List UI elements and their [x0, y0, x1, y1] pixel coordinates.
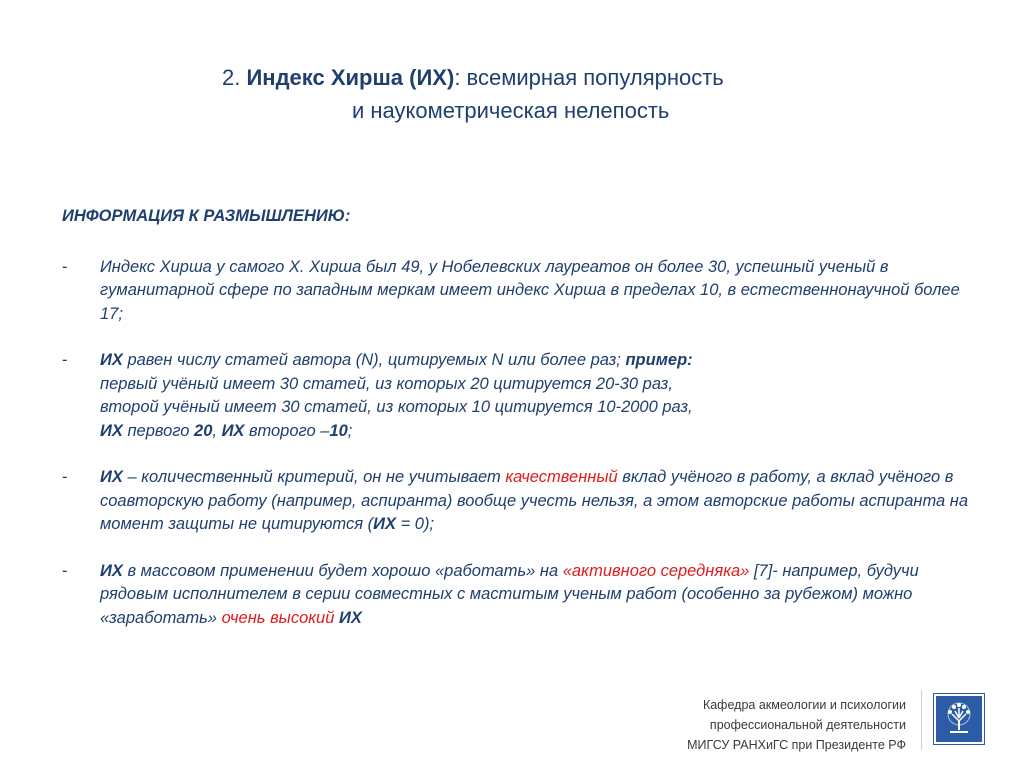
tree-emblem-icon — [934, 694, 984, 744]
bullet-text: = 0); — [395, 515, 435, 533]
footer-line: профессиональной деятельности — [709, 718, 906, 732]
bold-term: ИХ — [100, 421, 123, 440]
bullet-line — [100, 349, 972, 373]
bold-term: ИХ — [373, 515, 396, 533]
section-heading: ИНФОРМАЦИЯ К РАЗМЫШЛЕНИЮ: — [62, 207, 351, 225]
title-rest: : всемирная популярность — [454, 65, 724, 90]
bullet-text: первого — [122, 421, 195, 440]
bullet-text: Индекс Хирша у самого Х. Хирша был 49, у Нобелевских лауреатов он более 30, успешный ученый в гуманитарной сфере по западным меркам имеет индекс Хирша в пределах 10, в естественнонаучной более 17; — [100, 257, 960, 323]
bold-term: 20 — [194, 421, 213, 440]
bullet-dash: - — [62, 257, 68, 276]
highlight-red: качественный — [505, 468, 618, 486]
bullet-text: , — [212, 421, 222, 440]
bullet-item — [62, 349, 972, 443]
bullet-dash: - — [62, 561, 68, 580]
logo-container — [921, 690, 990, 750]
title-number: 2. — [222, 65, 247, 90]
tree-emblem-svg — [936, 696, 982, 742]
bold-term: ИХ — [221, 421, 245, 440]
bullet-text: – количественный критерий, он не учитывает — [122, 468, 506, 486]
bullet-line — [100, 560, 972, 631]
bold-term: пример: — [625, 351, 693, 369]
bold-term: ИХ — [100, 351, 123, 369]
bold-term: ИХ — [339, 608, 362, 627]
highlight-red: «активного середняка» — [562, 561, 750, 580]
bullet-dash: - — [62, 468, 68, 486]
bullet-item — [62, 466, 972, 537]
bullet-text: второго – — [244, 421, 330, 440]
bullet-line: второй учёный имеет 30 статей, из которых 10 цитируется 10-2000 раз, — [100, 398, 693, 416]
footer-department — [687, 695, 906, 755]
bullet-line: первый учёный имеет 30 статей, из которых 20 цитируется 20-30 раз, — [100, 374, 673, 393]
bullet-item — [62, 256, 972, 327]
title-line-1 — [222, 62, 724, 94]
bold-term: ИХ — [100, 561, 123, 580]
bullet-text: в массовом применении будет хорошо «работать» на — [122, 561, 563, 580]
bullet-item — [62, 560, 972, 631]
bold-term: ИХ — [100, 468, 123, 486]
bullet-text: ; — [347, 421, 353, 440]
title-line-2: и наукометрическая нелепость — [352, 98, 670, 123]
bullet-line — [100, 466, 972, 537]
footer-line: МИГСУ РАНХиГС при Президенте РФ — [687, 738, 906, 752]
highlight-red: очень высокий — [221, 608, 335, 627]
slide-content — [62, 205, 972, 653]
bullet-dash: - — [62, 351, 68, 369]
footer-line: Кафедра акмеологии и психологии — [702, 698, 906, 712]
bullet-line — [100, 420, 972, 444]
bold-term: 10 — [329, 421, 348, 440]
title-bold: Индекс Хирша (ИХ) — [246, 65, 455, 90]
bullet-text: [7]- например, будучи рядовым исполнителем в серии совместных с маститым ученым работ (особенно за рубежом) можно «заработать» — [100, 561, 919, 627]
bullet-text: равен числу статей автора (N), цитируемых N или более раз; — [122, 351, 626, 369]
bullet-text: вклад учёного в работу, а вклад учёного в соавторскую работу (например, аспиранта) вообще учесть нельзя, а этом авторские работы аспиранта на момент защиты не цитируются ( — [100, 468, 969, 533]
